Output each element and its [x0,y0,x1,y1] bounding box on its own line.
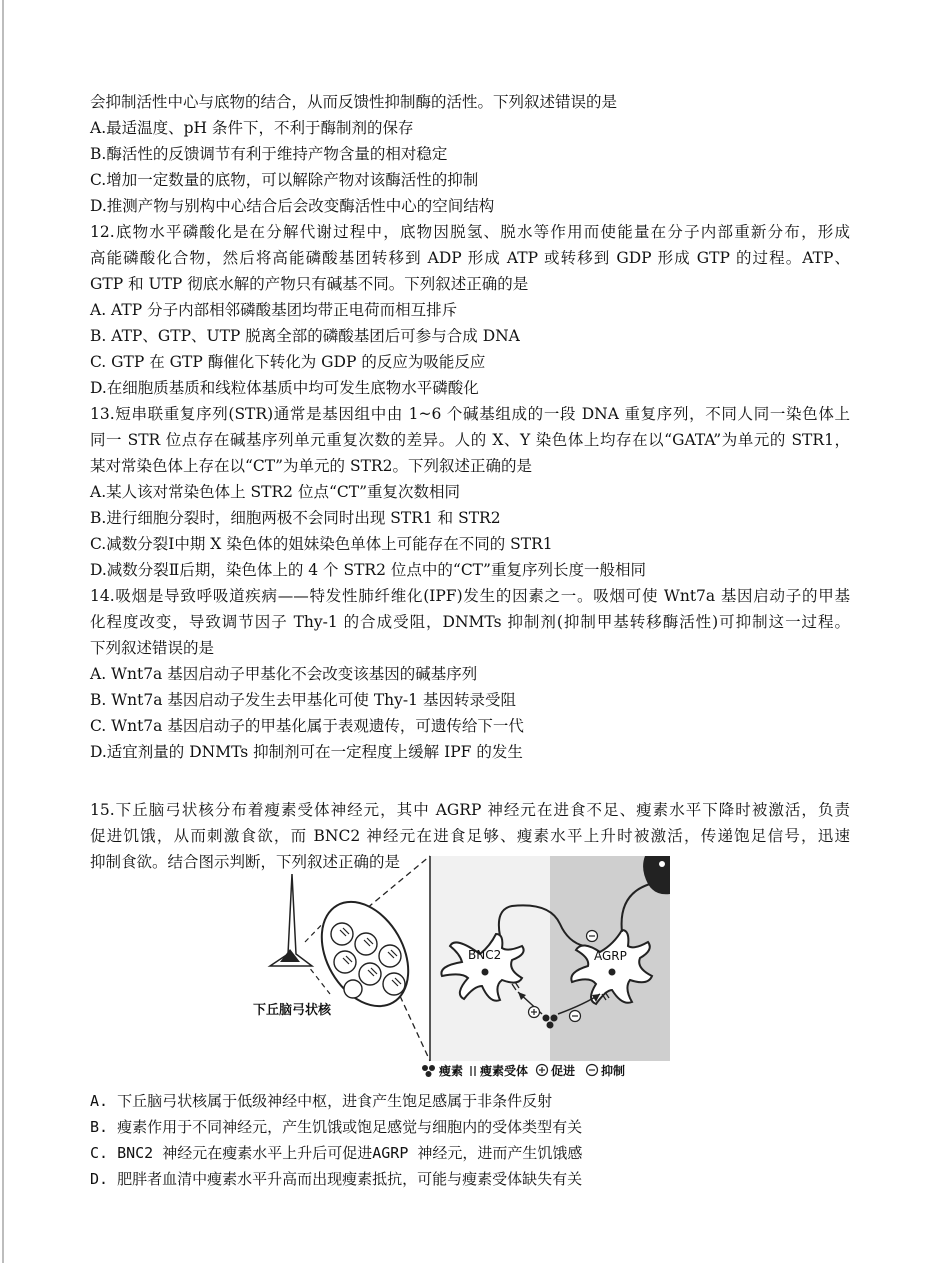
q12-option-d: D.在细胞质基质和线粒体基质中均可发生底物水平磷酸化 [90,379,479,397]
q14-option-d: D.适宜剂量的 DNMTs 抑制剂可在一定程度上缓解 IPF 的发生 [90,743,523,761]
q11-option-c: C.增加一定数量的底物，可以解除产物对该酶活性的抑制 [90,171,479,189]
q12-stem-line: GTP 和 UTP 彻底水解的产物只有碱基不同。下列叙述正确的是 [90,275,529,293]
q13-option-c: C.减数分裂Ⅰ中期 X 染色体的姐妹染色单体上可能存在不同的 STR1 [90,535,553,553]
q12-stem-line: 高能磷酸化合物，然后将高能磷酸基团转移到 ADP 形成 ATP 或转移到 GDP 形成 GTP 的过程。ATP、 [90,249,850,267]
q13-stem-line: 同一 STR 位点存在碱基序列单元重复次数的差异。人的 X、Y 染色体上均存在以“GATA”为单元的 STR1， [90,431,850,449]
legend-leptin-icon [422,1065,435,1077]
q12-option-b: B. ATP、GTP、UTP 脱离全部的磷酸基团后可参与合成 DNA [90,327,520,345]
q15-option-a: A. 下丘脑弓状核属于低级神经中枢，进食产生饱足感属于非条件反射 [90,1092,553,1110]
q15-stem-line: 15.下丘脑弓状核分布着瘦素受体神经元，其中 AGRP 神经元在进食不足、瘦素水平下降时被激活，负责 [90,801,850,819]
legend-receptor-icon [471,1066,475,1076]
q11-option-b: B.酶活性的反馈调节有利于维持产物含量的相对稳定 [90,145,448,163]
q11-option-d: D.推测产物与别构中心结合后会改变酶活性中心的空间结构 [90,197,495,215]
zoom-line-top [360,856,430,914]
q13-option-a: A.某人该对常染色体上 STR2 位点“CT”重复次数相同 [90,483,461,501]
q13-option-d: D.减数分裂Ⅱ后期，染色体上的 4 个 STR2 位点中的“CT”重复序列长度一般相同 [90,561,646,579]
figure-blob-dot [659,861,665,867]
q15-option-c: C. BNC2 神经元在瘦素水平上升后可促进AGRP 神经元，进而产生饥饿感 [90,1144,583,1162]
label-agrp: AGRP [594,949,627,963]
q13-stem-line: 13.短串联重复序列(STR)通常是基因组中由 1~6 个碱基组成的一段 DNA 重复序列，不同人同一染色体上 [90,405,850,423]
zoom-line-bottom [400,996,430,1061]
q15-stem-line: 抑制食欲。结合图示判断，下列叙述正确的是 [90,853,401,871]
q14-stem-line: 14.吸烟是导致呼吸道疾病——特发性肺纤维化(IPF)发生的因素之一。吸烟可使 Wnt7a 基因启动子的甲基 [90,587,850,605]
q14-stem-line: 化程度改变，导致调节因子 Thy-1 的合成受阻，DNMTs 抑制剂(抑制甲基转移酶活性)可抑制这一过程。 [90,613,850,631]
legend-leptin: 瘦素 [439,1064,464,1078]
q14-option-b: B. Wnt7a 基因启动子发生去甲基化可使 Thy-1 基因转录受阻 [90,691,516,709]
legend-receptor: 瘦素受体 [480,1064,529,1078]
q12-option-c: C. GTP 在 GTP 酶催化下转化为 GDP 的反应为吸能反应 [90,353,486,371]
label-bnc2: BNC2 [468,948,502,962]
q12-stem-line: 12.底物水平磷酸化是在分解代谢过程中，底物因脱氢、脱水等作用而使能量在分子内部重新分布，形成 [90,223,850,241]
q13-option-b: B.进行细胞分裂时，细胞两极不会同时出现 STR1 和 STR2 [90,509,501,527]
question-15-options [90,1088,850,1192]
q11-stem-continuation: 会抑制活性中心与底物的结合，从而反馈性抑制酶的活性。下列叙述错误的是 [90,93,618,111]
figure-legend [422,1063,625,1078]
q15-option-b: B. 瘦素作用于不同神经元，产生饥饿或饱足感觉与细胞内的受体类型有关 [90,1118,583,1136]
q14-stem-line: 下列叙述错误的是 [90,639,215,657]
leptin-neuron-figure [250,854,680,1082]
q12-option-a: A. ATP 分子内部相邻磷酸基团均带正电荷而相互排斥 [90,301,458,319]
page-edge [2,0,4,1263]
q15-stem-line: 促进饥饿，从而刺激食欲，而 BNC2 神经元在进食足够、瘦素水平上升时被激活，传递饱足信号，迅速 [90,827,850,845]
q11-option-a: A.最适温度、pH 条件下，不利于酶制剂的保存 [90,119,414,137]
zoom-line-left-bottom [305,962,330,994]
q14-option-c: C. Wnt7a 基因启动子的甲基化属于表观遗传，可遗传给下一代 [90,717,524,735]
questions-11-to-14 [90,89,850,765]
q15-option-d: D. 肥胖者血清中瘦素水平升高而出现瘦素抵抗，可能与瘦素受体缺失有关 [90,1170,583,1188]
bnc2-nucleus [482,969,489,976]
agrp-nucleus [609,969,616,976]
legend-promote: 促进 [551,1064,576,1078]
q14-option-a: A. Wnt7a 基因启动子甲基化不会改变该基因的碱基序列 [90,665,478,683]
q13-stem-line: 某对常染色体上存在以“CT”为单元的 STR2。下列叙述正确的是 [90,457,532,475]
legend-inhibit: 抑制 [601,1064,626,1078]
label-nucleus: 下丘脑弓状核 [253,1003,332,1018]
